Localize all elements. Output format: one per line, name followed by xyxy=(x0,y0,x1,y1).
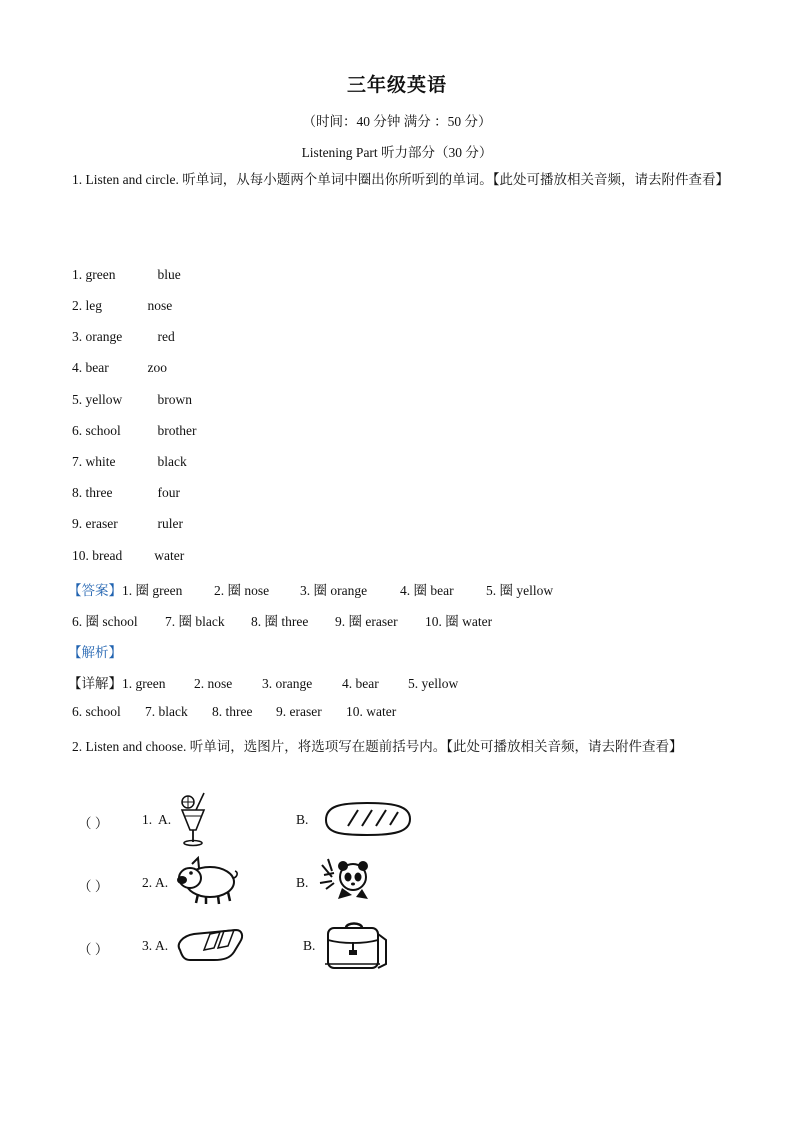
q1-item: 10. bread water xyxy=(72,548,185,563)
page-title: 三年级英语 xyxy=(346,75,447,96)
q2-item-number: 3. xyxy=(142,938,153,953)
option-a-label: A. xyxy=(155,938,169,953)
schoolbag-icon[interactable] xyxy=(322,918,390,977)
q2-item-number: 1. xyxy=(142,812,153,827)
eraser-icon[interactable] xyxy=(174,926,246,969)
q1-item: 5. yellow brown xyxy=(72,392,192,407)
q1-item: 4. bear zoo xyxy=(72,360,167,375)
answer-bracket[interactable]: （ ） xyxy=(78,879,109,894)
q1-item: 1. green blue xyxy=(72,267,181,282)
time-info: （时间：40 分钟 满分 ：50 分） xyxy=(302,114,492,129)
detail-tag: 【详解】 xyxy=(68,676,122,691)
analysis-tag: 【解析】 xyxy=(68,645,122,660)
q1-item: 9. eraser ruler xyxy=(72,516,183,531)
q1-item: 2. leg nose xyxy=(72,298,173,313)
answer-tag: 【答案】 xyxy=(68,583,122,598)
option-b-label: B. xyxy=(296,875,309,890)
pig-icon[interactable] xyxy=(174,856,240,911)
detail-row: 6. school 7. black 8. three 9. eraser 10. water xyxy=(72,704,397,719)
q1-instruction: 1. Listen and circle. 听单词，从每小题两个单词中圈出你所听到的单词。【此处可播放相关音频，请去附件查看】 xyxy=(72,172,729,187)
q1-item: 7. white black xyxy=(72,454,187,469)
option-b-label: B. xyxy=(303,938,316,953)
answer-bracket[interactable]: （ ） xyxy=(78,942,109,957)
answer-row: 【答案】1. 圈 green 2. 圈 nose 3. 圈 orange 4. 圈 bear 5. 圈 yellow xyxy=(68,579,553,599)
q1-item: 3. orange red xyxy=(72,329,175,344)
bread-loaf-icon[interactable] xyxy=(320,800,414,843)
q2-item-number: 2. xyxy=(142,875,153,890)
answer-row: 6. 圈 school 7. 圈 black 8. 圈 three 9. 圈 eraser 10. 圈 water xyxy=(72,614,493,629)
q1-item: 6. school brother xyxy=(72,423,197,438)
q1-item: 8. three four xyxy=(72,485,180,500)
q2-instruction: 2. Listen and choose. 听单词，选图片，将选项写在题前括号内。【此处可播放相关音频，请去附件查看】 xyxy=(72,739,683,754)
panda-icon[interactable] xyxy=(318,855,374,906)
option-b-label: B. xyxy=(296,812,309,827)
part-title: Listening Part 听力部分（30 分） xyxy=(301,145,493,160)
option-a-label: A. xyxy=(158,812,172,827)
option-a-label: A. xyxy=(155,875,169,890)
answer-bracket[interactable]: （ ） xyxy=(78,816,109,831)
juice-glass-icon[interactable] xyxy=(176,790,210,853)
detail-row: 【详解】1. green 2. nose 3. orange 4. bear 5. yellow xyxy=(68,672,458,692)
